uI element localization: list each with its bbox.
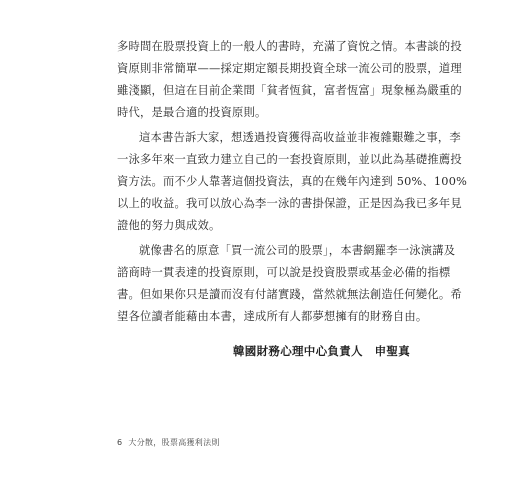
body-text (117, 36, 468, 328)
paragraph-2-line-1: 這本書告訴大家，想透過投資獲得高收益並非複雜艱難之事，李 (139, 131, 461, 144)
page-footer (117, 437, 220, 448)
paragraph-3-line-1: 就像書名的原意「買一流公司的股票」，本書網羅李一泳演講及 (139, 244, 456, 257)
paragraph-3-line-4: 望各位讀者能藉由本書，達成所有人都夢想擁有的財務自由。 (117, 310, 428, 323)
page-number: 6 (117, 438, 123, 447)
paragraph-2-line-4: 以上的收益。我可以放心為李一泳的書掛保證，正是因為我已多年見 (117, 197, 462, 210)
paragraph-3-line-3: 書。但如果你只是讀而沒有付諸實踐，當然就無法創造任何變化。希 (117, 288, 462, 301)
paragraph-3-line-2: 諮商時一貫表達的投資原則，可以說是投資股票或基金必備的指標 (117, 266, 451, 279)
paragraph-2-line-3: 資方法。而不少人靠著這個投資法，真的在幾年內達到 50%、100% (117, 175, 468, 188)
paragraph-2-line-2: 一泳多年來一直致力建立自己的一套投資原則，並以此為基礎推薦投 (117, 153, 462, 166)
paragraph-2-line-5: 證他的努力與成效。 (117, 219, 221, 232)
signature: 韓國財務心理中心負責人 申聖真 (233, 344, 410, 358)
paragraph-1-line-1: 多時間在股票投資上的一般人的書時，充滿了資悅之情。本書談的投 (117, 40, 462, 53)
paragraph-1-line-4: 時代，是最合適的投資原則。 (117, 106, 267, 119)
paragraph-1-line-2: 資原則非常簡單——採定期定額長期投資全球一流公司的股票，道理 (117, 62, 462, 75)
paragraph-1-line-3: 雖淺顯，但這在目前企業間「貧者恆貧，富者恆富」現象極為嚴重的 (117, 84, 462, 97)
running-title: 大分散，股票高獲利法則 (128, 438, 220, 447)
